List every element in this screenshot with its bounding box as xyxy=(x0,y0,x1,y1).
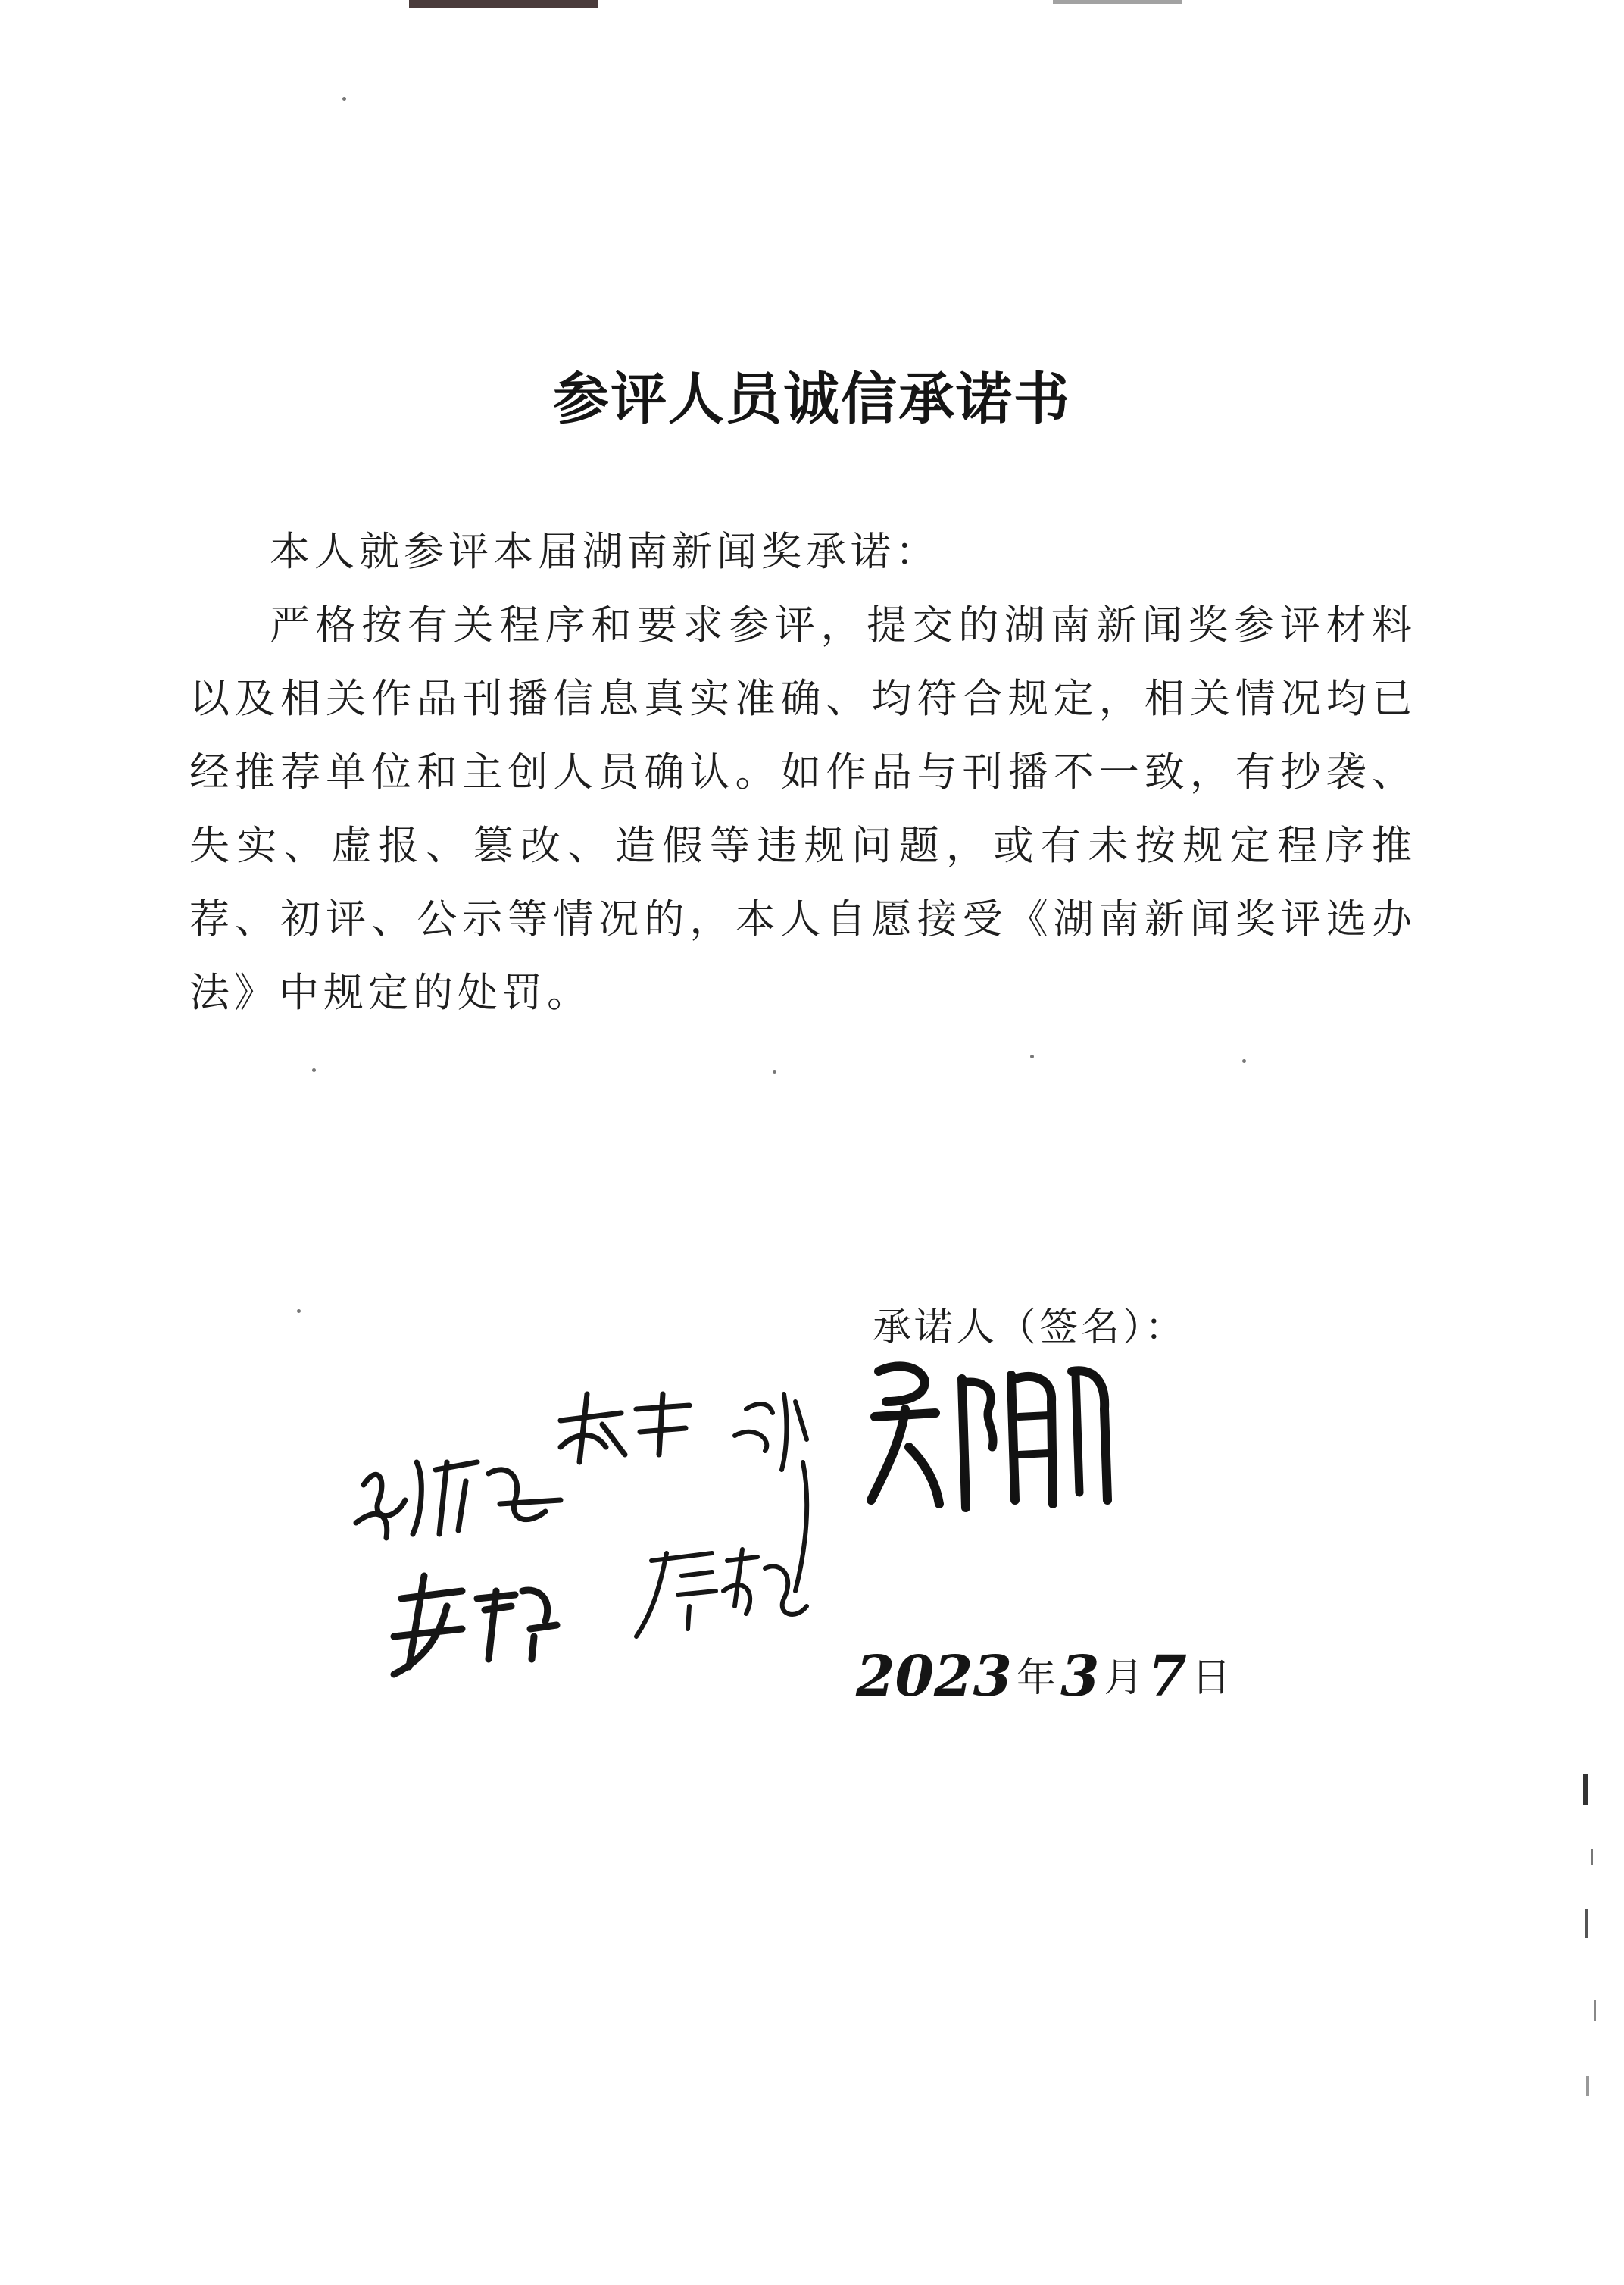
scan-edge-marks xyxy=(1568,1758,1624,2106)
signature-label: 承诺人（签名）： xyxy=(873,1305,1187,1350)
page-title: 参评人员诚信承诺书 xyxy=(553,367,1071,432)
signature-li xyxy=(561,1394,689,1462)
date-year-unit: 年 xyxy=(1016,1655,1056,1701)
date-month: 3 xyxy=(1060,1644,1100,1709)
scan-speck xyxy=(312,1068,316,1072)
signature-wen xyxy=(735,1394,807,1591)
signature-jiang xyxy=(394,1576,557,1674)
scan-speck xyxy=(773,1070,776,1074)
signing-date xyxy=(856,1621,1232,1709)
edge-mark xyxy=(1585,1909,1588,1938)
scan-edge-graphic xyxy=(0,0,1624,15)
scan-speck xyxy=(1030,1055,1034,1058)
scan-top-edge xyxy=(0,0,1624,15)
scan-edge-mark-right xyxy=(1053,0,1182,4)
edge-mark xyxy=(1591,1849,1593,1865)
edge-mark xyxy=(1586,2076,1589,2096)
scan-edge-mark-left xyxy=(409,0,598,8)
signature-tang xyxy=(636,1549,807,1636)
date-day: 7 xyxy=(1148,1644,1187,1709)
date-month-unit: 月 xyxy=(1104,1655,1144,1701)
document-body xyxy=(189,515,1416,1030)
date-year: 2023 xyxy=(856,1644,1012,1709)
scan-speck xyxy=(297,1309,301,1313)
main-signature-graphic xyxy=(864,1349,1121,1523)
scan-speck xyxy=(342,97,346,101)
date-day-unit: 日 xyxy=(1191,1655,1232,1701)
commitment-paragraph: 严格按有关程序和要求参评，提交的湖南新闻奖参评材料以及相关作品刊播信息真实准确、均符合规定，相关情况均已经推荐单位和主创人员确认。如作品与刊播不一致，有抄袭、失实、虚报、篡改、造假等违规问题，或有未按规定程序推荐、初评、公示等情况的，本人自愿接受《湖南新闻奖评选办法》中规定的处罚。 xyxy=(189,602,1416,1016)
edge-mark xyxy=(1594,2000,1596,2021)
main-signature xyxy=(864,1349,1121,1523)
edge-mark xyxy=(1583,1774,1588,1805)
scan-speck xyxy=(1242,1059,1246,1063)
scan-edge-marks-graphic xyxy=(1568,1758,1624,2106)
signature-zhang xyxy=(356,1462,561,1538)
intro-paragraph: 本人就参评本届湖南新闻奖承诺： xyxy=(270,529,940,575)
